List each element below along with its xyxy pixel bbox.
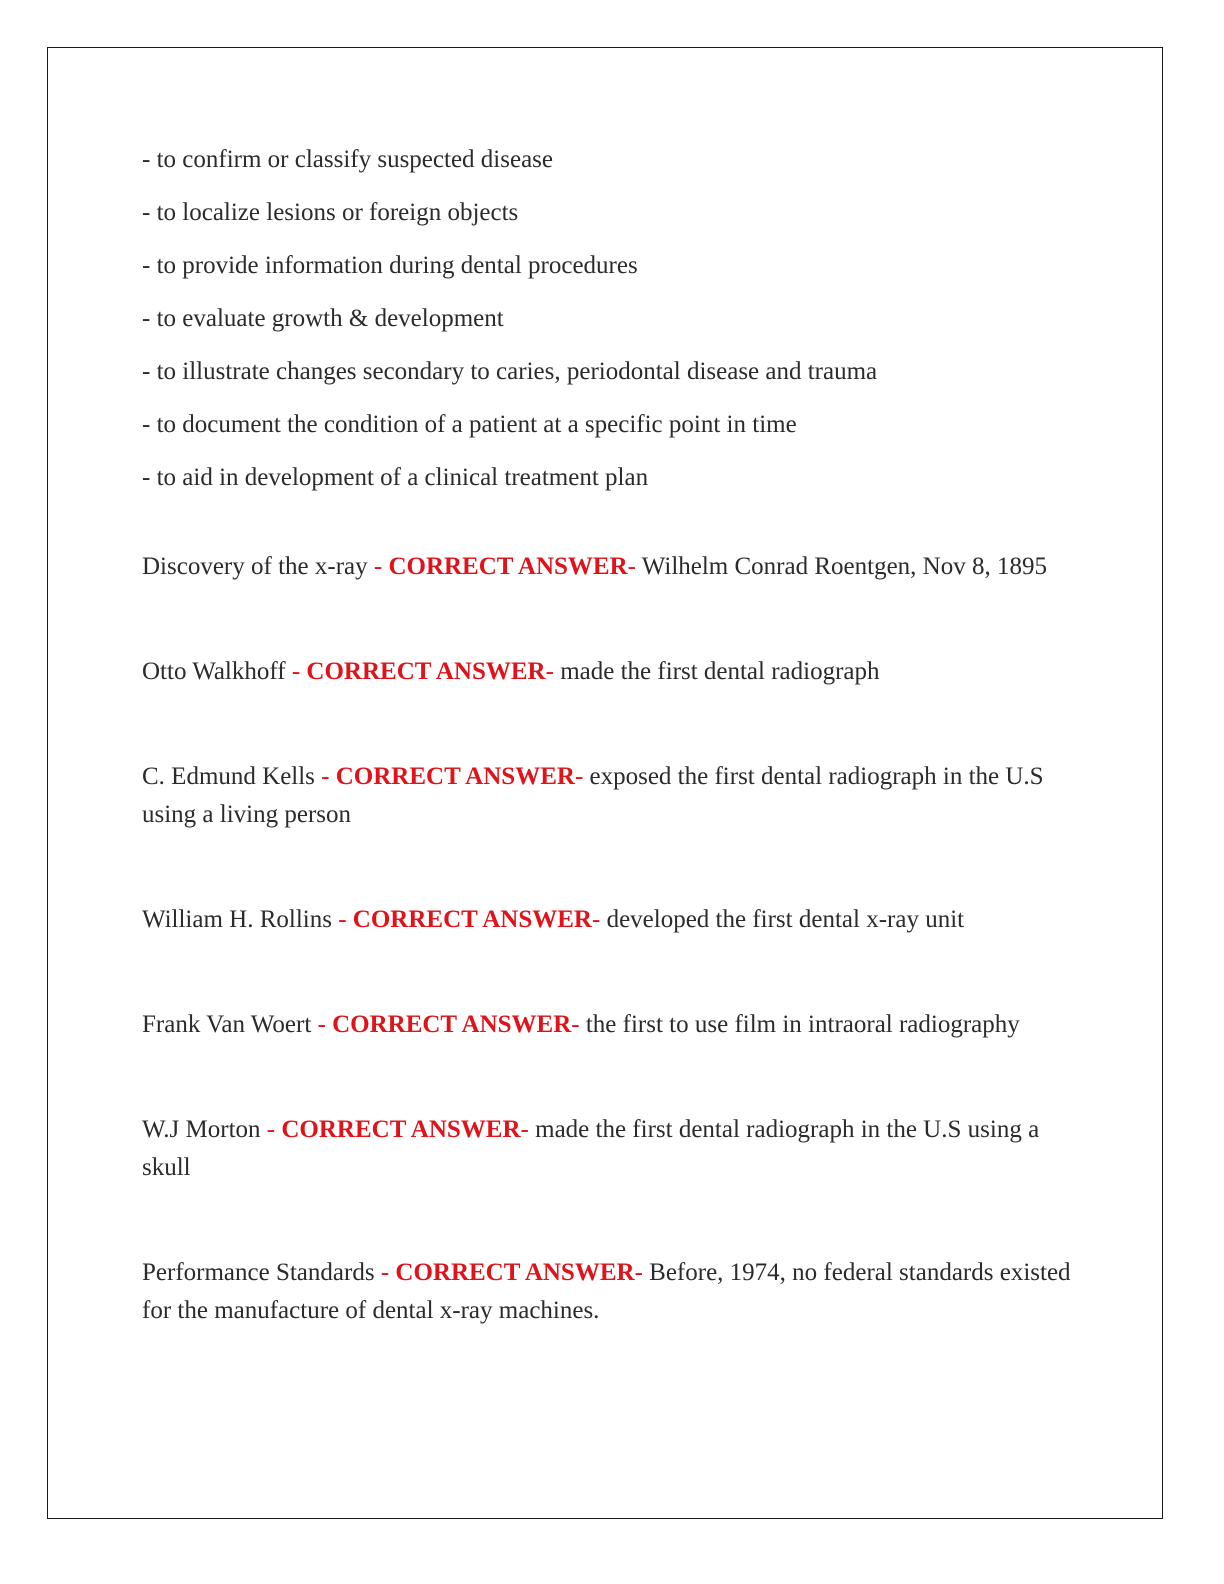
correct-answer-separator: - CORRECT ANSWER- xyxy=(338,906,601,933)
qa-item xyxy=(142,653,1082,691)
qa-answer: the first to use film in intraoral radiography xyxy=(585,1011,1020,1038)
qa-item xyxy=(142,901,1082,939)
list-item: - to confirm or classify suspected disease xyxy=(142,146,553,173)
list-item: - to provide information during dental procedures xyxy=(142,252,638,279)
correct-answer-separator: - CORRECT ANSWER- xyxy=(266,1116,529,1143)
qa-term: Otto Walkhoff xyxy=(142,658,286,685)
qa-list xyxy=(142,548,1082,1330)
qa-term: Performance Standards xyxy=(142,1259,375,1286)
qa-term: W.J Morton xyxy=(142,1116,261,1143)
correct-answer-separator: - CORRECT ANSWER- xyxy=(291,658,554,685)
qa-answer: made the first dental radiograph xyxy=(560,658,880,685)
correct-answer-separator: - CORRECT ANSWER- xyxy=(321,763,584,790)
list-item: - to evaluate growth & development xyxy=(142,305,504,332)
qa-term: C. Edmund Kells xyxy=(142,763,315,790)
qa-answer: exposed the first dental radiograph in the U.S using a living person xyxy=(142,763,1044,828)
correct-answer-separator: - CORRECT ANSWER- xyxy=(373,553,636,580)
qa-answer: Wilhelm Conrad Roentgen, Nov 8, 1895 xyxy=(641,553,1047,580)
qa-answer: Before, 1974, no federal standards existed for the manufacture of dental x-ray machines. xyxy=(142,1259,1071,1324)
qa-item xyxy=(142,1254,1082,1330)
correct-answer-separator: - CORRECT ANSWER- xyxy=(380,1259,643,1286)
qa-item xyxy=(142,1006,1082,1044)
qa-item xyxy=(142,758,1082,834)
correct-answer-separator: - CORRECT ANSWER- xyxy=(317,1011,580,1038)
list-item: - to localize lesions or foreign objects xyxy=(142,199,519,226)
qa-term: Discovery of the x-ray xyxy=(142,553,368,580)
qa-term: William H. Rollins xyxy=(142,906,332,933)
list-item: - to document the condition of a patient at a specific point in time xyxy=(142,411,797,438)
qa-answer: made the first dental radiograph in the U.S using a skull xyxy=(142,1116,1040,1181)
qa-term: Frank Van Woert xyxy=(142,1011,312,1038)
list-item: - to illustrate changes secondary to caries, periodontal disease and trauma xyxy=(142,358,878,385)
purpose-list xyxy=(142,141,1082,497)
document-body xyxy=(142,141,1082,1397)
list-item: - to aid in development of a clinical treatment plan xyxy=(142,464,649,491)
qa-item xyxy=(142,548,1082,586)
qa-item xyxy=(142,1111,1082,1187)
qa-answer: developed the first dental x-ray unit xyxy=(606,906,965,933)
